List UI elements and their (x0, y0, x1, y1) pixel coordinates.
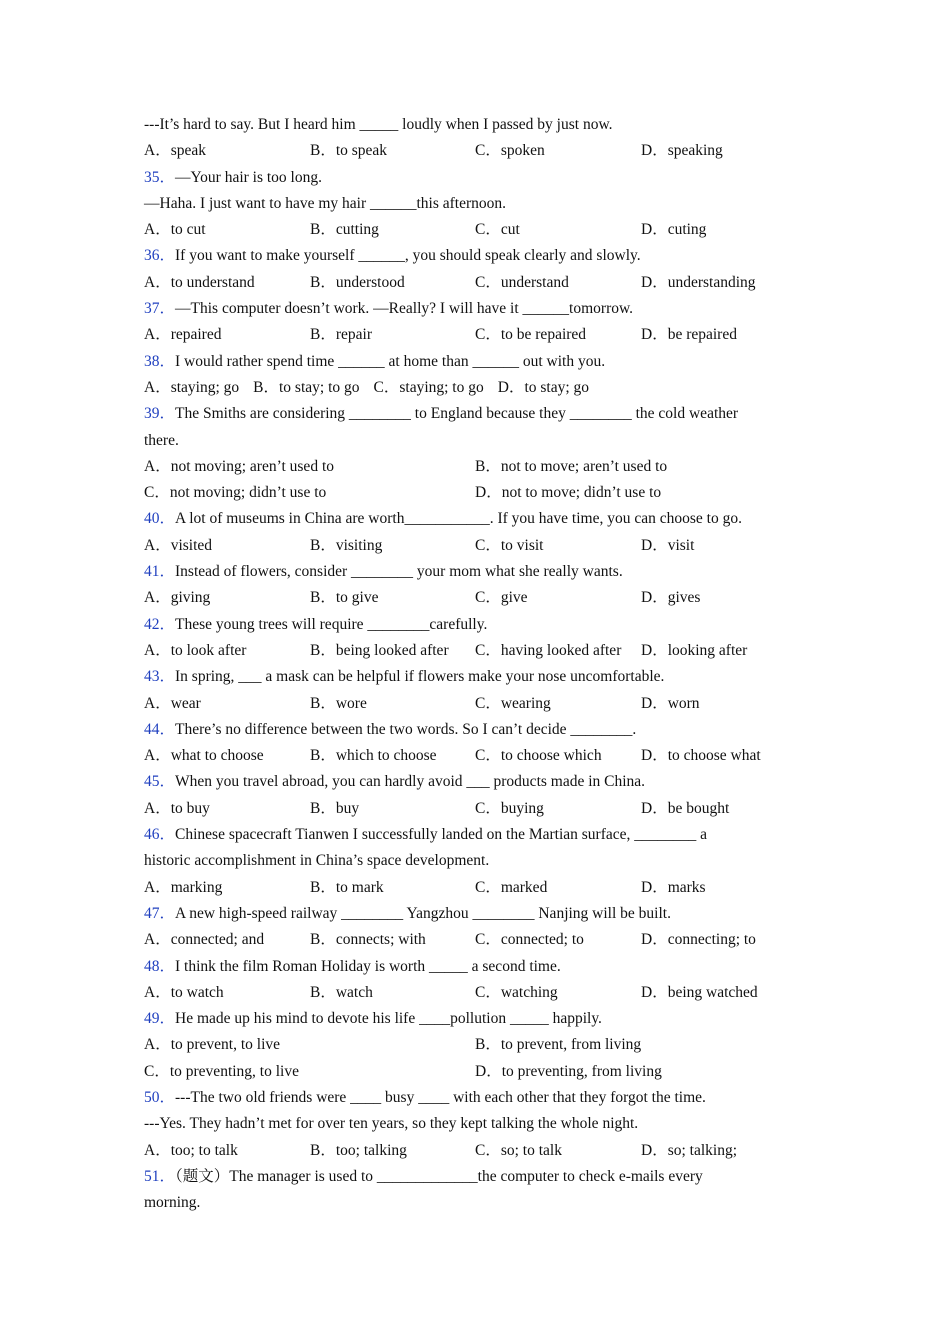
options-row (144, 691, 804, 717)
question-text: These young trees will require ________carefully. (175, 615, 488, 633)
question-number: 51． (144, 1167, 176, 1185)
question-stem (144, 506, 804, 532)
option-b[interactable]: B．visiting (310, 536, 383, 554)
option-d[interactable]: D．to stay; go (497, 378, 590, 396)
question-text: If you want to make yourself ______, you should speak clearly and slowly. (175, 247, 641, 265)
option-a[interactable]: A．marking (144, 878, 223, 896)
question-continuation: there. (144, 431, 179, 449)
option-c[interactable]: C．so; to talk (475, 1141, 562, 1159)
question-stem (144, 165, 804, 191)
option-c[interactable]: C．having looked after (475, 641, 622, 659)
option-d[interactable]: D．cuting (641, 221, 707, 239)
option-d[interactable]: D．marks (641, 878, 706, 896)
option-b[interactable]: B．to give (310, 589, 379, 607)
question-number: 45． (144, 773, 176, 791)
question-text: A lot of museums in China are worth___________. If you have time, you can choose to go. (175, 510, 742, 528)
option-c[interactable]: C．staying; to go (373, 378, 484, 396)
options-row (144, 217, 804, 243)
options-row (144, 533, 804, 559)
question-number: 50． (144, 1088, 176, 1106)
question-continuation: historic accomplishment in China’s space development. (144, 852, 490, 870)
option-d[interactable]: D．looking after (641, 641, 748, 659)
question-stem (144, 954, 804, 980)
question-stem (144, 559, 804, 585)
option-a[interactable]: A．connected; and (144, 931, 265, 949)
options-row (144, 1032, 804, 1058)
option-b[interactable]: B．being looked after (310, 641, 449, 659)
option-a[interactable]: A．to look after (144, 641, 247, 659)
question-text: I think the film Roman Holiday is worth _____ a second time. (175, 957, 561, 975)
question-stem (144, 1085, 804, 1111)
option-c[interactable]: C．connected; to (475, 931, 584, 949)
question-text: —This computer doesn’t work. —Really? I will have it ______tomorrow. (175, 300, 634, 318)
option-b[interactable]: B．too; talking (310, 1141, 407, 1159)
option-d[interactable]: D．understanding (641, 273, 756, 291)
question-number: 35． (144, 168, 176, 186)
option-c[interactable]: C．to visit (475, 536, 544, 554)
question-stem (144, 243, 804, 269)
option-a[interactable]: A．wear (144, 694, 201, 712)
options-row (144, 270, 804, 296)
question-continuation: —Haha. I just want to have my hair ______this afternoon. (144, 194, 507, 212)
option-c[interactable]: C．understand (475, 273, 569, 291)
option-a[interactable]: A．to buy (144, 799, 210, 817)
option-b[interactable]: B．not to move; aren’t used to (475, 457, 668, 475)
option-a[interactable]: A．visited (144, 536, 213, 554)
option-a[interactable]: A．to cut (144, 221, 206, 239)
options-row (144, 322, 804, 348)
option-c[interactable]: C．wearing (475, 694, 551, 712)
question-text: There’s no difference between the two words. So I can’t decide ________. (175, 720, 637, 738)
options-row (144, 454, 804, 480)
option-d[interactable]: D．connecting; to (641, 931, 756, 949)
option-b[interactable]: B．repair (310, 326, 372, 344)
options-row (144, 638, 804, 664)
option-b[interactable]: B．to speak (310, 142, 388, 160)
question-text: In spring, ___ a mask can be helpful if flowers make your nose uncomfortable. (175, 668, 665, 686)
question-stem (144, 664, 804, 690)
question-text: When you travel abroad, you can hardly avoid ___ products made in China. (175, 773, 646, 791)
option-a[interactable]: A．staying; go (144, 378, 240, 396)
options-row (144, 980, 804, 1006)
option-c[interactable]: C．buying (475, 799, 544, 817)
question-text: Instead of flowers, consider ________ your mom what she really wants. (175, 563, 623, 581)
question-list (144, 165, 804, 1217)
options-row (144, 927, 804, 953)
question-number: 41． (144, 563, 176, 581)
question-stem (144, 612, 804, 638)
question-stem (144, 769, 804, 795)
options-row (144, 875, 804, 901)
option-b[interactable]: B．connects; with (310, 931, 426, 949)
option-b[interactable]: B．to mark (310, 878, 384, 896)
option-d[interactable]: D．not to move; didn’t use to (475, 484, 662, 502)
option-a[interactable]: A．giving (144, 589, 211, 607)
option-c[interactable]: C．give (475, 589, 528, 607)
option-d[interactable]: D．worn (641, 694, 700, 712)
question-text: I would rather spend time ______ at home than ______ out with you. (175, 352, 606, 370)
question-stem (144, 901, 804, 927)
question-number: 49． (144, 1010, 176, 1028)
option-d[interactable]: D．gives (641, 589, 701, 607)
options-row (144, 480, 804, 506)
option-c[interactable]: C．to choose which (475, 747, 602, 765)
option-b[interactable]: B．buy (310, 799, 360, 817)
question-text: —Your hair is too long. (175, 168, 322, 186)
options-row (144, 585, 804, 611)
question-text: The Smiths are considering ________ to England because they ________ the cold weather (175, 405, 739, 423)
option-a[interactable]: A．to watch (144, 983, 224, 1001)
option-a[interactable]: A．to prevent, to live (144, 1036, 281, 1054)
question-number: 38． (144, 352, 176, 370)
options-row (144, 796, 804, 822)
option-d[interactable]: D．being watched (641, 983, 758, 1001)
option-a[interactable]: A．not moving; aren’t used to (144, 457, 334, 475)
option-a[interactable]: A．to understand (144, 273, 255, 291)
question-number: 48． (144, 957, 176, 975)
option-a[interactable]: A．repaired (144, 326, 222, 344)
option-c[interactable]: C．to be repaired (475, 326, 587, 344)
options-row (144, 1138, 804, 1164)
option-c[interactable]: C．spoken (475, 142, 545, 160)
option-b[interactable]: B．cutting (310, 221, 379, 239)
options-row (144, 743, 804, 769)
question-stem (144, 1006, 804, 1032)
question-stem (144, 822, 804, 848)
question-stem (144, 401, 804, 427)
question-number: 46． (144, 826, 176, 844)
lead-prompt: ---It’s hard to say. But I heard him _____ loudly when I passed by just now. (144, 116, 613, 133)
worksheet (144, 112, 804, 1216)
option-b[interactable]: B．which to choose (310, 747, 437, 765)
question-continuation: morning. (144, 1194, 201, 1212)
option-a[interactable]: A．what to choose (144, 747, 264, 765)
question-stem (144, 349, 804, 375)
question-number: 42． (144, 615, 176, 633)
option-c[interactable]: C．cut (475, 221, 520, 239)
question-number: 39． (144, 405, 176, 423)
option-d[interactable]: D．speaking (641, 142, 723, 160)
option-d[interactable]: D．to preventing, from living (475, 1062, 662, 1080)
question-continuation: ---Yes. They hadn’t met for over ten years, so they kept talking the whole night. (144, 1115, 639, 1133)
option-c[interactable]: C．watching (475, 983, 558, 1001)
option-b[interactable]: B．to stay; to go (253, 378, 360, 396)
question-number: 43． (144, 668, 176, 686)
option-c[interactable]: C．to preventing, to live (144, 1062, 299, 1080)
option-b[interactable]: B．watch (310, 983, 373, 1001)
option-d[interactable]: D．so; talking; (641, 1141, 738, 1159)
option-a[interactable]: A．speak (144, 142, 206, 160)
question-number: 44． (144, 720, 176, 738)
option-d[interactable]: D．be bought (641, 799, 730, 817)
lead-options (144, 138, 804, 164)
option-a[interactable]: A．too; to talk (144, 1141, 238, 1159)
question-number: 36． (144, 247, 176, 265)
question-stem (144, 296, 804, 322)
options-row (144, 375, 804, 401)
option-d[interactable]: D．be repaired (641, 326, 737, 344)
question-number: 47． (144, 904, 176, 922)
question-text: ---The two old friends were ____ busy ____ with each other that they forgot the time. (175, 1088, 706, 1106)
option-c[interactable]: C．marked (475, 878, 548, 896)
question-stem (144, 1164, 804, 1190)
question-stem (144, 717, 804, 743)
question-number: 40． (144, 510, 176, 528)
option-b[interactable]: B．to prevent, from living (475, 1036, 642, 1054)
option-b[interactable]: B．wore (310, 694, 367, 712)
option-d[interactable]: D．visit (641, 536, 695, 554)
option-c[interactable]: C．not moving; didn’t use to (144, 484, 327, 502)
question-text: Chinese spacecraft Tianwen I successfully landed on the Martian surface, ________ a (175, 826, 708, 844)
option-b[interactable]: B．understood (310, 273, 405, 291)
options-row (144, 1059, 804, 1085)
question-text: （题文）The manager is used to _____________the computer to check e-mails every (175, 1167, 703, 1185)
option-d[interactable]: D．to choose what (641, 747, 761, 765)
question-text: A new high-speed railway ________ Yangzhou ________ Nanjing will be built. (175, 904, 671, 922)
question-number: 37． (144, 300, 176, 318)
question-text: He made up his mind to devote his life ____pollution _____ happily. (175, 1010, 602, 1028)
